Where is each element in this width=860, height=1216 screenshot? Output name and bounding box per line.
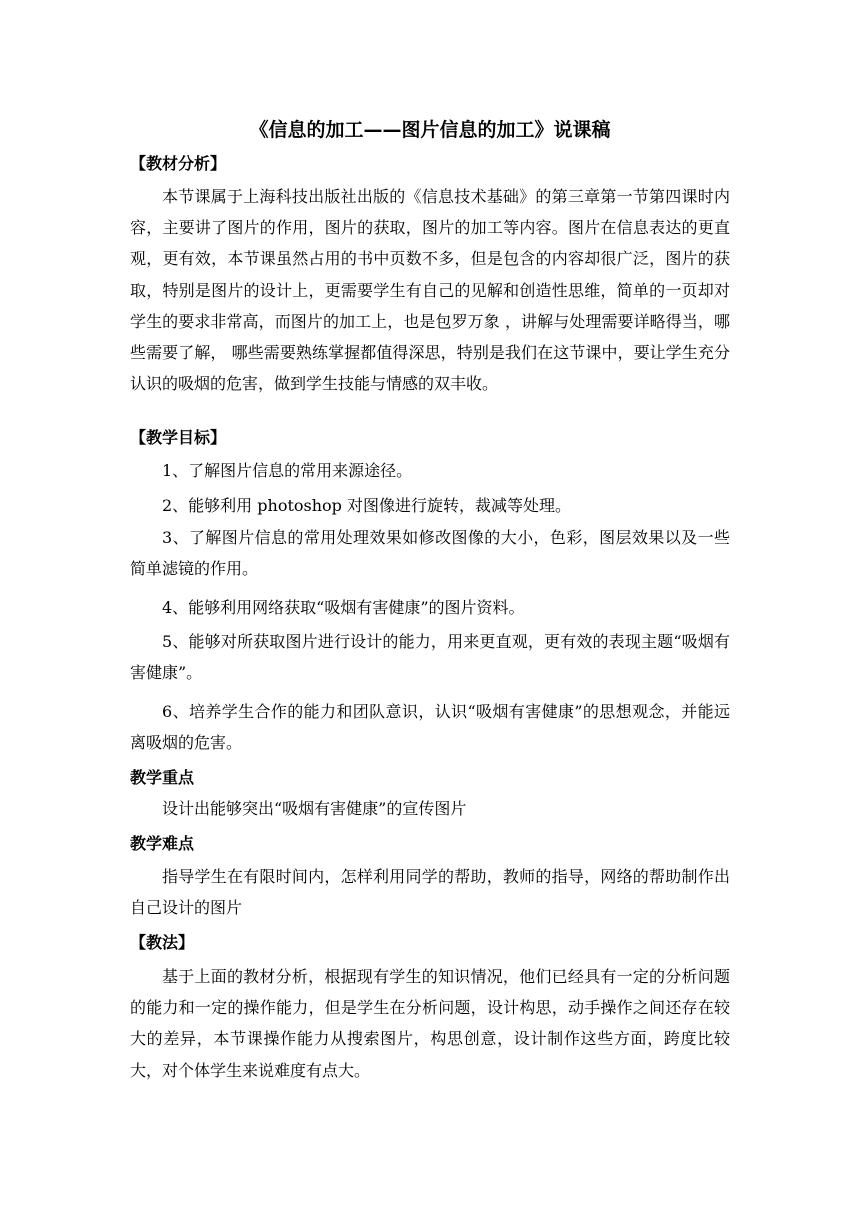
heading-teaching-goals: 【教学目标】 — [130, 428, 227, 447]
goal-item-4: 4、能够利用网络获取“吸烟有害健康”的图片资料。 — [162, 598, 525, 617]
heading-difficulty: 教学难点 — [130, 834, 195, 853]
difficulty-text: 指导学生在有限时间内，怎样利用同学的帮助，教师的指导，网络的帮助制作出自己设计的图片 — [130, 867, 730, 918]
goal-item-5: 5、能够对所获取图片进行设计的能力，用来更直观，更有效的表现主题“吸烟有害健康”。 — [130, 632, 730, 683]
key-point-text: 设计出能够突出“吸烟有害健康”的宣传图片 — [162, 799, 467, 818]
heading-material-analysis: 【教材分析】 — [130, 154, 227, 173]
paragraph-teaching-method: 基于上面的教材分析，根据现有学生的知识情况，他们已经具有一定的分析问题的能力和一定的操作能力，但是学生在分析问题，设计构思，动手操作之间还存在较大的差异，本节课操作能力从搜索图片，构思创意，设计制作这些方面，跨度比较大，对个体学生来说难度有点大。 — [130, 967, 730, 1080]
goal-item-3: 3、了解图片信息的常用处理效果如修改图像的大小，色彩，图层效果以及一些简单滤镜的作用。 — [130, 528, 730, 579]
heading-key-point: 教学重点 — [130, 768, 195, 787]
goal-item-6: 6、培养学生合作的能力和团队意识，认识“吸烟有害健康”的思想观念，并能远离吸烟的危害。 — [130, 702, 730, 753]
page-title: 《信息的加工——图片信息的加工》说课稿 — [249, 119, 611, 141]
heading-teaching-method: 【教法】 — [130, 933, 195, 952]
goal-item-2: 2、能够利用 photoshop 对图像进行旋转，裁减等处理。 — [162, 496, 571, 515]
paragraph-material-analysis: 本节课属于上海科技出版社出版的《信息技术基础》的第三章第一节第四课时内容，主要讲了图片的作用，图片的获取，图片的加工等内容。图片在信息表达的更直观，更有效，本节课虽然占用的书中页数不多，但是包含的内容却很广泛，图片的获取，特别是图片的设计上，更需要学生有自己的见解和创造性思维，简单的一页却对学生的要求非常高，而图片的加工上，也是包罗万象 ，讲解与处理需要详略得当，哪些需要了解， 哪些需要熟练掌握都值得深思，特别是我们在这节课中，要让学生充分认识的吸烟的危害，做到学生技能与情感的双丰收。 — [130, 187, 730, 394]
goal-item-1: 1、了解图片信息的常用来源途径。 — [162, 461, 413, 480]
